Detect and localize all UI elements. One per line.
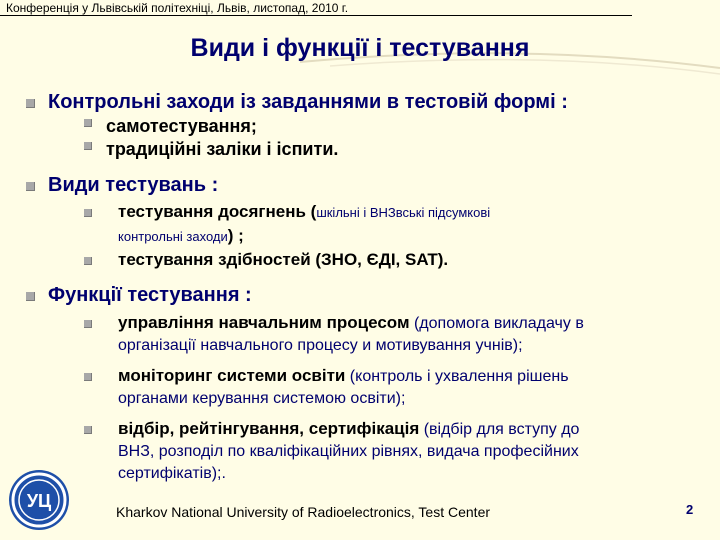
list-item: тестування здібностей (ЗНО, ЄДІ, SAT). bbox=[118, 250, 449, 269]
logo-letters: УЦ bbox=[26, 491, 52, 511]
item-note: (контроль і ухвалення рішень bbox=[345, 368, 569, 385]
list-item-continuation: органами керування системою освіти); bbox=[118, 390, 406, 407]
list-item: традиційні заліки і іспити. bbox=[106, 139, 339, 159]
item-main: відбір, рейтінгування, сертифікація bbox=[118, 419, 420, 438]
list-item bbox=[118, 366, 569, 386]
university-logo-icon bbox=[7, 468, 71, 532]
item-main: управління навчальним процесом bbox=[118, 313, 410, 332]
list-item bbox=[118, 419, 579, 439]
square-bullet-icon bbox=[84, 320, 92, 328]
list-item-continuation: сертифікатів);. bbox=[118, 465, 226, 482]
header-divider bbox=[0, 15, 632, 16]
square-bullet-icon bbox=[84, 426, 92, 434]
square-bullet-icon bbox=[26, 182, 35, 191]
square-bullet-icon bbox=[84, 119, 92, 127]
list-item-continuation: ВНЗ, розподіл по кваліфікаційних рівнях, видача професійних bbox=[118, 443, 579, 460]
list-item-continuation bbox=[118, 226, 244, 246]
item-tail: ) ; bbox=[227, 226, 244, 245]
section-heading: Види тестувань : bbox=[48, 174, 219, 196]
item-main: моніторинг системи освіти bbox=[118, 366, 346, 385]
square-bullet-icon bbox=[84, 142, 92, 150]
section-heading: Функції тестування : bbox=[48, 284, 252, 306]
item-note: контрольні заходи bbox=[118, 229, 228, 244]
section-heading: Контрольні заходи із завданнями в тестовій формі : bbox=[48, 91, 568, 113]
list-item bbox=[118, 202, 490, 222]
item-note: шкільні і ВНЗвські підсумкові bbox=[316, 205, 491, 220]
list-item-continuation: організації навчального процесу и мотивування учнів); bbox=[118, 337, 523, 354]
square-bullet-icon bbox=[84, 373, 92, 381]
square-bullet-icon bbox=[84, 257, 92, 265]
conference-header: Конференція у Львівській політехніці, Львів, листопад, 2010 г. bbox=[6, 1, 349, 15]
item-note: (допомога викладачу в bbox=[409, 315, 584, 332]
footer-text: Kharkov National University of Radioelectronics, Test Center bbox=[116, 504, 491, 520]
item-main: тестування досягнень ( bbox=[118, 202, 317, 221]
page-number: 2 bbox=[686, 502, 694, 517]
list-item bbox=[118, 313, 584, 333]
square-bullet-icon bbox=[84, 209, 92, 217]
square-bullet-icon bbox=[26, 99, 35, 108]
square-bullet-icon bbox=[26, 292, 35, 301]
item-note: (відбір для вступу до bbox=[419, 421, 580, 438]
list-item: самотестування; bbox=[106, 116, 257, 136]
slide-title: Види і функції і тестування bbox=[190, 34, 530, 62]
